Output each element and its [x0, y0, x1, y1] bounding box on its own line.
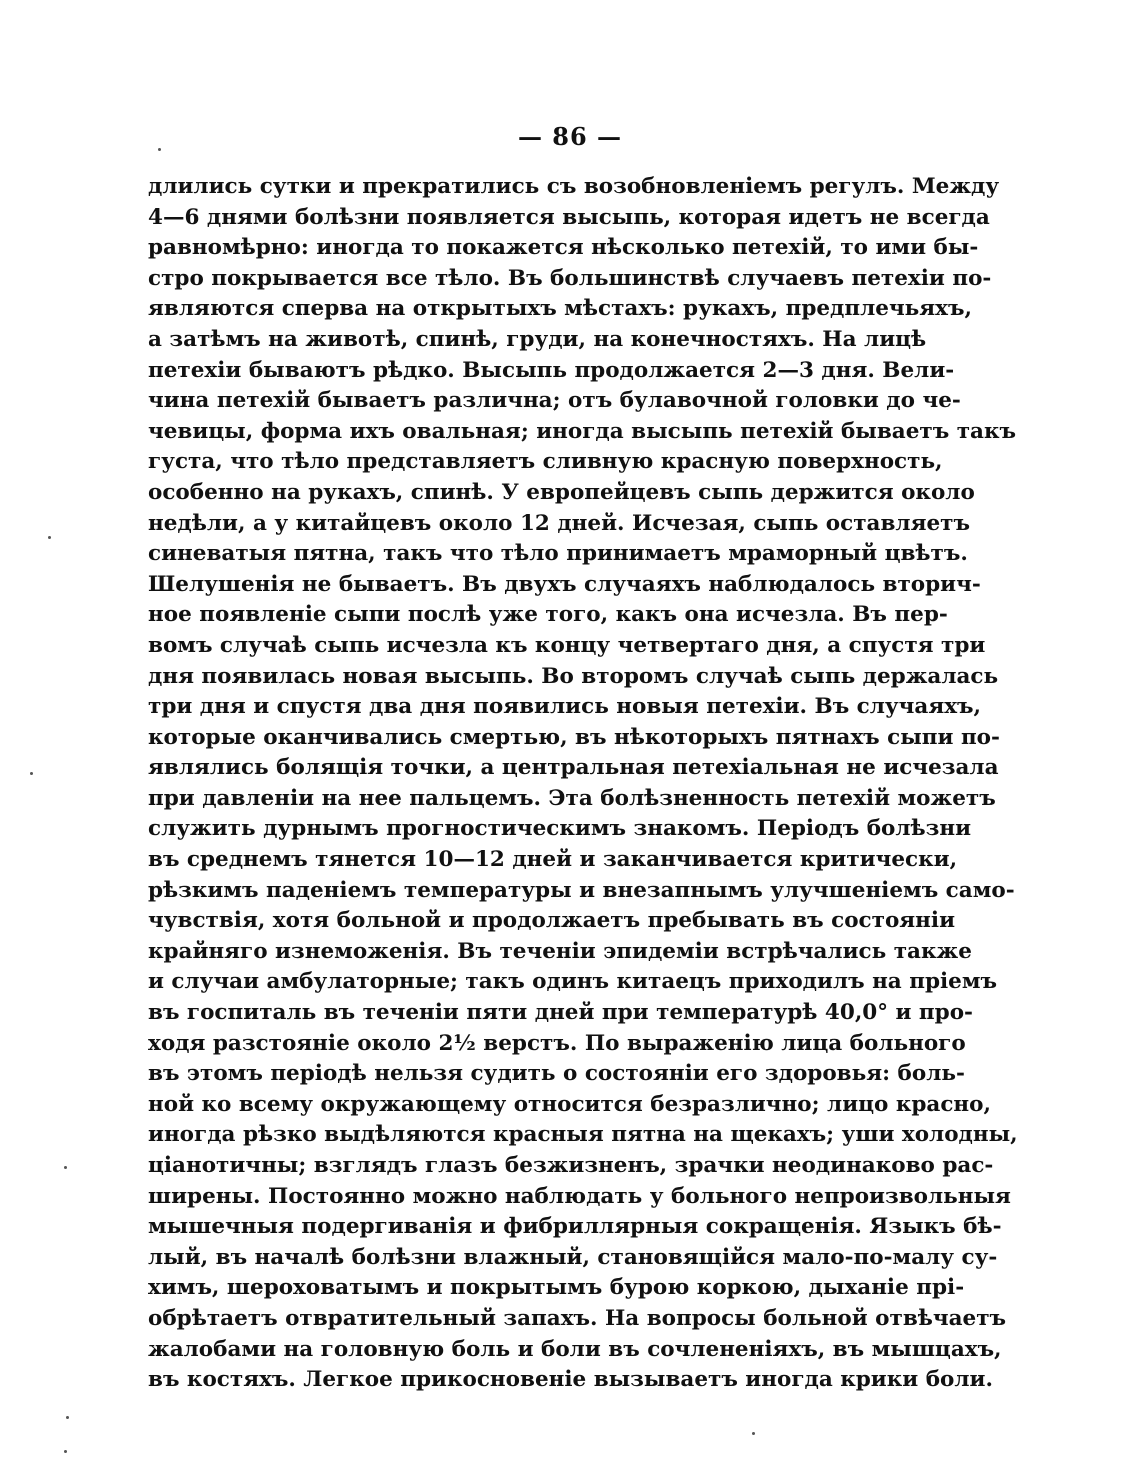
text-line: чина петехій бываетъ различна; отъ булавочной головки до че- — [148, 388, 961, 414]
text-line: Шелушенія не бываетъ. Въ двухъ случаяхъ наблюдалось вторич- — [148, 571, 981, 597]
scan-speck — [752, 1432, 755, 1435]
text-line: ціанотичны; взглядъ глазъ безжизненъ, зрачки неодинаково рас- — [148, 1153, 994, 1178]
text-line: жалобами на головную боль и боли въ сочлененіяхъ, въ мышцахъ, — [148, 1336, 1002, 1362]
scan-speck — [64, 1166, 67, 1169]
text-line: и случаи амбулаторные; такъ одинъ китаецъ приходилъ на пріемъ — [148, 969, 998, 995]
text-line: особенно на рукахъ, спинѣ. У европейцевъ сыпь держится около — [148, 479, 975, 505]
text-line: ходя разстояніе около 2½ верстъ. По выраженію лица больного — [148, 1030, 966, 1056]
text-line: ной ко всему окружающему относится безразлично; лицо красно, — [148, 1091, 991, 1117]
scan-speck — [66, 1416, 69, 1419]
text-line: обрѣтаетъ отвратительный запахъ. На вопросы больной отвѣчаетъ — [148, 1305, 1007, 1331]
text-line: ширены. Постоянно можно наблюдать у больного непроизвольныя — [148, 1183, 1011, 1209]
text-line: въ среднемъ тянется 10—12 дней и заканчивается критически, — [148, 847, 958, 873]
scan-speck — [64, 1450, 67, 1453]
scan-speck — [30, 772, 33, 775]
text-line: 4—6 днями болѣзни появляется высыпь, которая идетъ не всегда — [148, 204, 990, 230]
text-line: мышечныя подергиванія и фибриллярныя сокращенія. Языкъ бѣ- — [148, 1214, 1002, 1240]
text-line: недѣли, а у китайцевъ около 12 дней. Исчезая, сыпь оставляетъ — [148, 510, 970, 536]
text-line: въ этомъ періодѣ нельзя судить о состояніи его здоровья: боль- — [148, 1061, 965, 1087]
text-line: въ костяхъ. Легкое прикосновеніе вызываетъ иногда крики боли. — [148, 1367, 993, 1393]
text-line: дня появилась новая высыпь. Во второмъ случаѣ сыпь держалась — [148, 663, 999, 689]
text-line: въ госпиталь въ теченіи пяти дней при температурѣ 40,0° и про- — [148, 1000, 973, 1026]
text-line: синеватыя пятна, такъ что тѣло принимаетъ мраморный цвѣтъ. — [148, 541, 968, 567]
text-line: три дня и спустя два дня появились новыя петехіи. Въ случаяхъ, — [148, 694, 982, 720]
text-line: длились сутки и прекратились съ возобновленіемъ регулъ. Между — [148, 174, 1000, 199]
text-line: густа, что тѣло представляетъ сливную красную поверхность, — [148, 449, 943, 475]
text-line: ное появленіе сыпи послѣ уже того, какъ она исчезла. Въ пер- — [148, 602, 948, 628]
text-line: иногда рѣзко выдѣляются красныя пятна на щекахъ; уши холодны, — [148, 1122, 1018, 1148]
text-line: являлись болящія точки, а центральная петехіальная не исчезала — [148, 755, 999, 781]
body-text — [148, 172, 1018, 1396]
page-number: — 86 — — [517, 122, 623, 151]
text-line: которые оканчивались смертью, въ нѣкоторыхъ пятнахъ сыпи по- — [148, 724, 1000, 750]
text-line: чевицы, форма ихъ овальная; иногда высыпь петехій бываетъ такъ — [148, 418, 1016, 444]
text-line: служить дурнымъ прогностическимъ знакомъ. Періодъ болѣзни — [148, 816, 972, 842]
text-line: рѣзкимъ паденіемъ температуры и внезапнымъ улучшеніемъ само- — [148, 877, 1015, 903]
text-line: крайняго изнеможенія. Въ теченіи эпидеміи встрѣчались также — [148, 938, 972, 964]
scan-speck — [48, 536, 51, 539]
text-line: стро покрывается все тѣло. Въ большинствѣ случаевъ петехіи по- — [148, 265, 992, 291]
text-line: при давленіи на нее пальцемъ. Эта болѣзненность петехій можетъ — [148, 785, 996, 811]
text-line: вомъ случаѣ сыпь исчезла къ концу четвертаго дня, а спустя три — [148, 632, 986, 658]
text-line: петехіи бываютъ рѣдко. Высыпь продолжается 2—3 дня. Вели- — [148, 357, 955, 383]
text-line: а затѣмъ на животѣ, спинѣ, груди, на конечностяхъ. На лицѣ — [148, 326, 927, 352]
text-line: равномѣрно: иногда то покажется нѣсколько петехій, то ими бы- — [148, 235, 979, 261]
text-line: химъ, шероховатымъ и покрытымъ бурою коркою, дыханіе прі- — [148, 1275, 965, 1301]
text-line: лый, въ началѣ болѣзни влажный, становящійся мало-по-малу су- — [148, 1244, 998, 1270]
text-line: чувствія, хотя больной и продолжаетъ пребывать въ состояніи — [148, 908, 956, 934]
text-line: являются сперва на открытыхъ мѣстахъ: рукахъ, предплечьяхъ, — [148, 296, 972, 322]
scan-speck — [158, 148, 161, 151]
